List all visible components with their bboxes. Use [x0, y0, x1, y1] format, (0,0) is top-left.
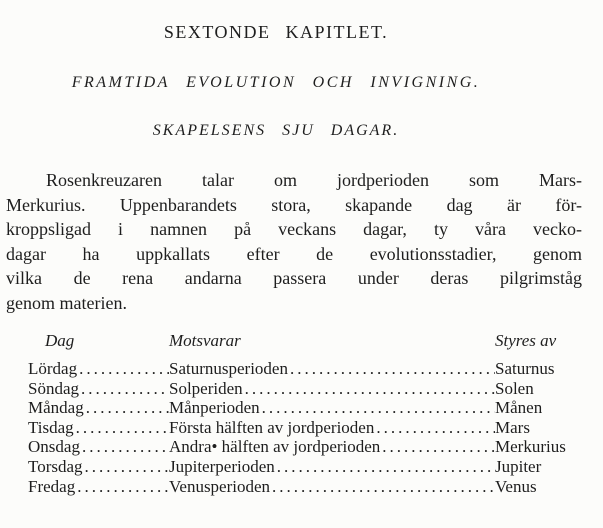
- ruler-cell: Saturnus: [495, 359, 555, 378]
- table-row: [28, 379, 595, 399]
- dot-leader: [77, 477, 169, 497]
- paragraph-line: dagar ha uppkallats efter de evolutionsstadier, genom: [6, 243, 582, 264]
- dot-leader: [76, 418, 169, 438]
- section-title: SKAPELSENS SJU DAGAR.: [152, 122, 400, 139]
- dot-leader: [290, 359, 495, 379]
- paragraph-line: Rosenkreuzaren talar om jordperioden som Mars-: [46, 170, 582, 190]
- paragraph-line: kroppsligad i namnen på veckans dagar, ty våra vecko-: [6, 219, 582, 239]
- table-row: [28, 477, 595, 497]
- dot-leader: [82, 437, 169, 457]
- table-row: [28, 437, 595, 457]
- dot-leader: [277, 457, 495, 477]
- period-cell: Första hälften av jordperioden: [169, 417, 375, 437]
- period-cell: Jupiterperioden: [169, 456, 275, 476]
- table-row: [28, 359, 595, 379]
- ruler-cell: Venus: [495, 476, 537, 496]
- dot-leader: [382, 437, 495, 457]
- table-row: [28, 457, 595, 477]
- dot-leader: [262, 398, 495, 418]
- ruler-cell: Solen: [495, 378, 534, 398]
- column-header-day: Dag: [45, 331, 75, 350]
- paragraph-line: Merkurius. Uppenbarandets stora, skapande dag är för-: [6, 194, 582, 215]
- chapter-title: SEXTONDE KAPITLET.: [163, 22, 389, 42]
- weekdays-table: [28, 331, 595, 496]
- day-cell: Torsdag: [28, 456, 83, 476]
- table-body: [28, 359, 595, 496]
- dot-leader: [85, 457, 169, 477]
- day-cell: Lördag: [28, 359, 78, 378]
- ruler-cell: Merkurius: [495, 437, 566, 457]
- ruler-cell: Månen: [495, 398, 543, 418]
- column-header-ruled-by: Styres av: [495, 331, 557, 350]
- period-cell: Solperiden: [169, 378, 243, 398]
- dot-leader: [272, 477, 495, 497]
- dot-leader: [376, 418, 495, 438]
- day-cell: Fredag: [28, 476, 76, 496]
- ruler-cell: Jupiter: [495, 456, 542, 476]
- day-cell: Onsdag: [28, 437, 80, 457]
- paragraph-line: genom materien.: [6, 292, 127, 313]
- dot-leader: [81, 379, 169, 399]
- day-cell: Måndag: [28, 398, 84, 418]
- chapter-subtitle: FRAMTIDA EVOLUTION OCH INVIGNING.: [71, 74, 481, 91]
- paragraph-line: vilka de rena andarna passera under deras pilgrimståg: [6, 268, 582, 288]
- period-cell: Andra• hälften av jordperioden: [169, 437, 381, 457]
- dot-leader: [245, 379, 495, 399]
- table-row: [28, 418, 595, 438]
- column-header-corresponds: Motsvarar: [169, 331, 241, 350]
- dot-leader: [86, 398, 169, 418]
- dot-leader: [79, 359, 169, 379]
- period-cell: Månperioden: [169, 398, 260, 418]
- period-cell: Venusperioden: [169, 476, 271, 496]
- table-row: [28, 398, 595, 418]
- body-paragraph: [6, 168, 582, 315]
- day-cell: Tisdag: [28, 417, 74, 437]
- table-header-row: [28, 331, 595, 351]
- day-cell: Söndag: [28, 378, 79, 398]
- period-cell: Saturnusperioden: [169, 359, 288, 378]
- ruler-cell: Mars: [495, 417, 530, 437]
